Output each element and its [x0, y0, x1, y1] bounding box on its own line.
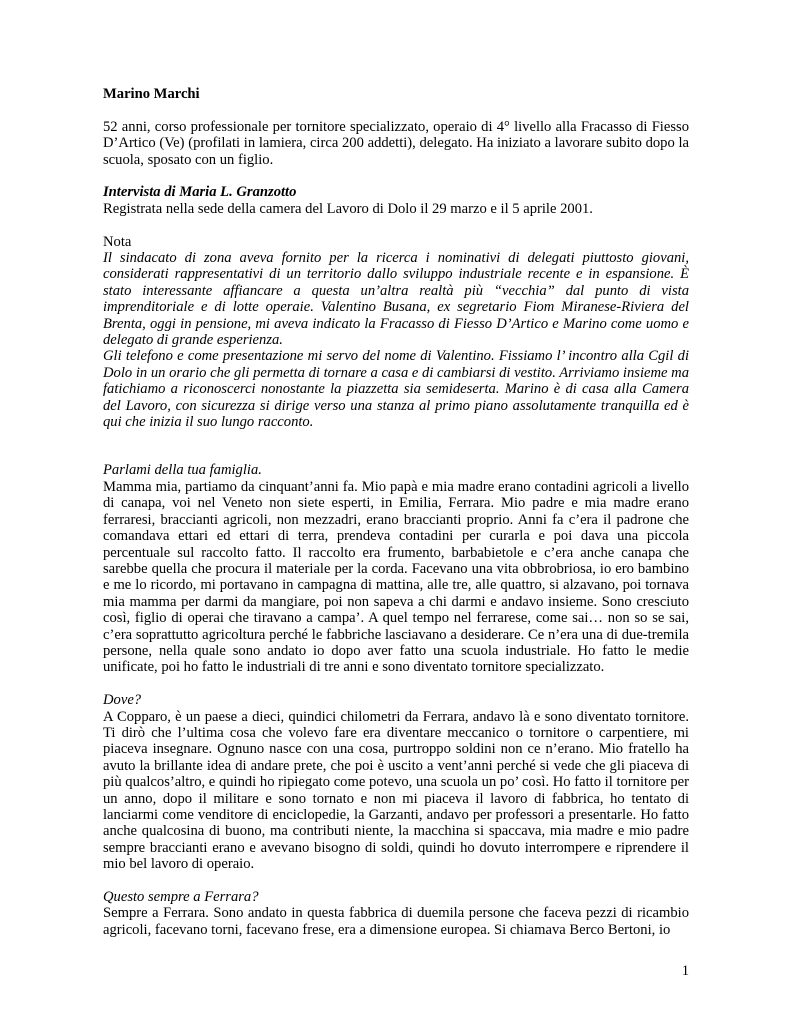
document-body — [103, 86, 689, 938]
note-paragraph-1: Il sindacato di zona aveva fornito per la ricerca i nominativi di delegati piuttosto giovani, considerati rappresentativi di un territorio dallo sviluppo industriale recente e in espansione. È stato interessante affiancare a questa un’altra realtà più “vecchia” dal punto di vista imprenditoriale e di lotte operaie. Valentino Busana, ex segretario Fiom Miranese-Riviera del Brenta, oggi in pensione, mi aveva indicato la Fracasso di Fiesso D’Artico e Marino come uomo e delegato di grande esperienza. — [103, 250, 689, 349]
question-2: Dove? — [103, 692, 142, 709]
answer-1: Mamma mia, partiamo da cinquant’anni fa. Mio papà e mia madre erano contadini agricoli a livello di canapa, voi nel Veneto non siete esperti, in Emilia, Ferrara. Mio padre e mia madre erano ferraresi, braccianti agricoli, non mezzadri, erano braccianti proprio. Anni fa c’era il padrone che comandava ettari ed ettari di terra, prendeva contadini per curarla e poi dava una piccola percentuale sul raccolto fatto. Il raccolto era frumento, barbabietole e c’era anche canapa che sarebbe quella che procura il materiale per la corda. Facevano una vita obbrobriosa, io ero bambino e me lo ricordo, mi portavano in campagna di mattina, alle tre, alle quattro, si alzavano, poi tornava mia mamma per darmi da mangiare, poi non sapeva a chi darmi e andavo insieme. Sono cresciuto così, figlio di operai che tiravano a campa’. A quel tempo nel ferrarese, come sai… non so se sai, c’era soprattutto agricoltura perché le fabbriche lasciavano a desiderare. Ce n’era una di due-tremila persone, nella quale sono andato io dopo aver fatto una scuola industriale. Ho fatto le medie unificate, poi ho fatto le industriali di tre anni e sono diventato tornitore specializzato. — [103, 478, 689, 676]
question-1: Parlami della tua famiglia. — [103, 462, 262, 479]
question-3: Questo sempre a Ferrara? — [103, 889, 259, 906]
recording-line: Registrata nella sede della camera del Lavoro di Dolo il 29 marzo e il 5 aprile 2001. — [103, 200, 593, 217]
answer-3: Sempre a Ferrara. Sono andato in questa fabbrica di duemila persone che faceva pezzi di ricambio agricoli, facevano torni, facevano frese, era a dimensione europea. Si chiamava Berco Bertoni, io — [103, 905, 689, 938]
bio-paragraph: 52 anni, corso professionale per tornitore specializzato, operaio di 4° livello alla Fracasso di Fiesso D’Artico (Ve) (profilati in lamiera, circa 200 addetti), delegato. Ha iniziato a lavorare subito dopo la scuola, sposato con un figlio. — [103, 118, 689, 168]
interviewer-line: Intervista di Maria L. Granzotto — [103, 184, 297, 201]
note-label: Nota — [103, 233, 132, 250]
answer-2: A Copparo, è un paese a dieci, quindici chilometri da Ferrara, andavo là e sono diventato tornitore. Ti dirò che l’ultima cosa che volevo fare era diventare meccanico o tornitore o carpentiere, mi piaceva insegnare. Ognuno nasce con una cosa, purtroppo soldini non ce n’erano. Mio fratello ha avuto la brillante idea di andare prete, che poi è uscito a vent’anni perché si vede che gli piaceva di più qualcos’altro, e quindi ho ripiegato come potevo, una scuola un po’ così. Ho fatto il tornitore per un anno, dopo il militare e sono tornato e non mi piaceva il lavoro di fabbrica, ho tentato di lanciarmi come venditore di enciclopedie, la Garzanti, andavo per professori a presentarle. Ho fatto anche qualcosina di buono, ma contributi niente, la macchina si spaccava, mia madre e mio padre sempre braccianti erano e avevano bisogno di soldi, quindi ho dovuto interrompere e riprendere il mio bel lavoro di operaio. — [103, 708, 689, 873]
document-title: Marino Marchi — [103, 86, 200, 102]
note-paragraph-2: Gli telefono e come presentazione mi servo del nome di Valentino. Fissiamo l’ incontro alla Cgil di Dolo in un orario che gli permetta di tornare a casa e di cambiarsi di vestito. Arriviamo insieme ma fatichiamo a riconoscerci nonostante la piazzetta sia semideserta. Marino è di casa alla Camera del Lavoro, con sicurezza si dirige verso una stanza al primo piano assolutamente tranquilla ed è qui che inizia il suo lungo racconto. — [103, 348, 689, 431]
page-number: 1 — [681, 963, 689, 979]
